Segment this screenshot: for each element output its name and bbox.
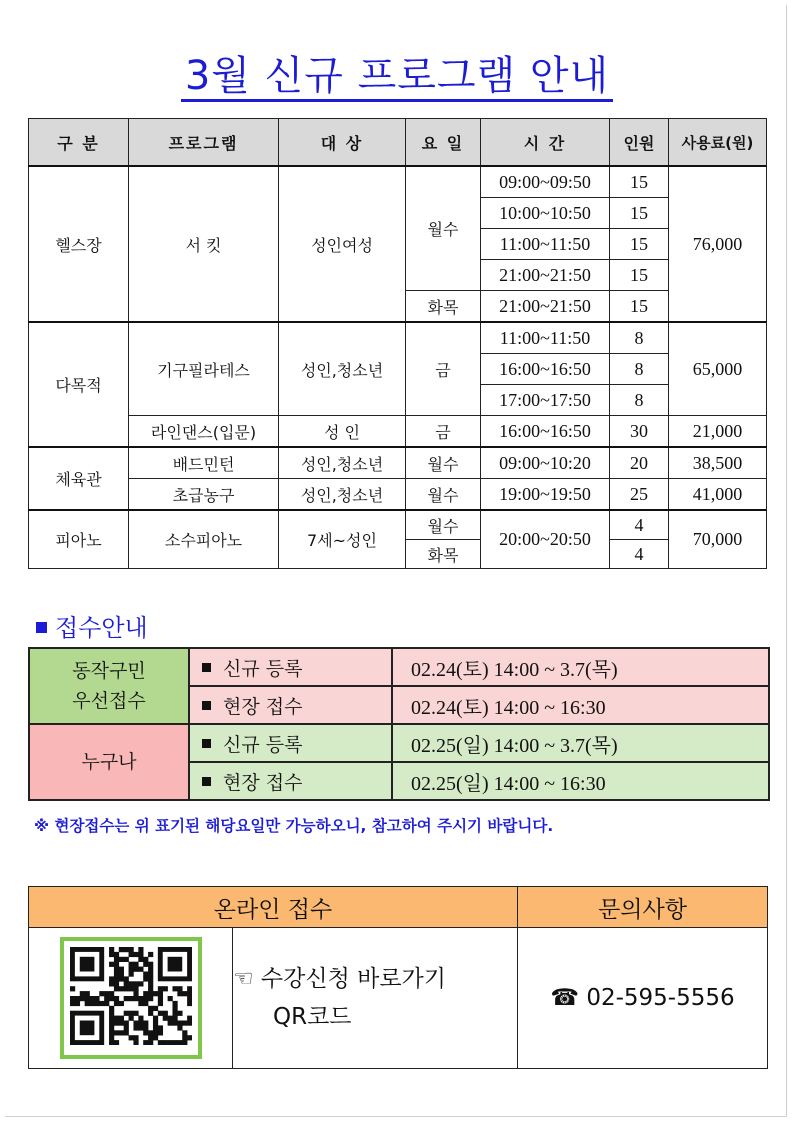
table-header-row — [29, 119, 767, 167]
table-row — [29, 447, 767, 479]
capacity-cell: 15 — [610, 166, 669, 198]
table-row — [29, 479, 767, 511]
capacity-cell: 20 — [610, 447, 669, 479]
registration-period: 02.25(일) 14:00 ~ 3.7(목) — [392, 724, 769, 762]
time-cell: 09:00~10:20 — [481, 447, 610, 479]
fee-cell: 41,000 — [669, 479, 767, 511]
registration-type: 현장 접수 — [189, 686, 392, 724]
registration-heading: 접수안내 — [36, 608, 148, 643]
capacity-cell: 15 — [610, 229, 669, 260]
category-cell: 다목적 — [29, 322, 129, 447]
capacity-cell: 4 — [610, 510, 669, 540]
time-cell: 20:00~20:50 — [481, 510, 610, 569]
day-cell: 화목 — [406, 540, 481, 569]
qr-label-line1: ☜ 수강신청 바로가기 — [233, 966, 446, 992]
header-target: 대 상 — [279, 119, 406, 167]
time-cell: 10:00~10:50 — [481, 198, 610, 229]
fee-cell: 65,000 — [669, 322, 767, 416]
target-cell: 성인,청소년 — [279, 322, 406, 416]
square-bullet-icon — [202, 777, 211, 786]
header-capacity: 인원 — [610, 119, 669, 167]
program-table — [28, 118, 767, 569]
time-cell: 09:00~09:50 — [481, 166, 610, 198]
info-table — [28, 886, 768, 1069]
capacity-cell: 30 — [610, 416, 669, 448]
time-cell: 11:00~11:50 — [481, 322, 610, 354]
registration-row — [29, 648, 769, 686]
time-cell: 16:00~16:50 — [481, 416, 610, 448]
table-row — [29, 166, 767, 198]
capacity-cell: 25 — [610, 479, 669, 511]
table-row — [29, 510, 767, 540]
capacity-cell: 15 — [610, 260, 669, 291]
target-cell: 성인,청소년 — [279, 447, 406, 479]
online-registration-header: 온라인 접수 — [29, 887, 518, 928]
registration-type: 현장 접수 — [189, 762, 392, 800]
square-bullet-icon — [202, 663, 211, 672]
phone-number: ☎ 02-595-5556 — [518, 928, 768, 1069]
category-cell: 피아노 — [29, 510, 129, 569]
fee-cell: 70,000 — [669, 510, 767, 569]
category-cell: 체육관 — [29, 447, 129, 510]
time-cell: 17:00~17:50 — [481, 385, 610, 416]
target-cell: 7세~성인 — [279, 510, 406, 569]
day-cell: 금 — [406, 416, 481, 448]
registration-row — [29, 724, 769, 762]
header-fee: 사용료(원) — [669, 119, 767, 167]
time-cell: 16:00~16:50 — [481, 354, 610, 385]
registration-period: 02.24(토) 14:00 ~ 16:30 — [392, 686, 769, 724]
program-cell: 초급농구 — [129, 479, 279, 511]
category-cell: 헬스장 — [29, 166, 129, 322]
day-cell: 화목 — [406, 291, 481, 323]
day-cell: 월수 — [406, 447, 481, 479]
program-cell: 소수피아노 — [129, 510, 279, 569]
page-title: 3월 신규 프로그램 안내 — [0, 50, 794, 102]
time-cell: 11:00~11:50 — [481, 229, 610, 260]
registration-period: 02.24(토) 14:00 ~ 3.7(목) — [392, 648, 769, 686]
capacity-cell: 15 — [610, 198, 669, 229]
day-cell: 월수 — [406, 510, 481, 540]
target-cell: 성인,청소년 — [279, 479, 406, 511]
registration-type: 신규 등록 — [189, 648, 392, 686]
capacity-cell: 15 — [610, 291, 669, 323]
header-program: 프로그램 — [129, 119, 279, 167]
fee-cell: 38,500 — [669, 447, 767, 479]
header-day: 요 일 — [406, 119, 481, 167]
capacity-cell: 4 — [610, 540, 669, 569]
capacity-cell: 8 — [610, 354, 669, 385]
target-cell: 성 인 — [279, 416, 406, 448]
qr-cell — [29, 928, 233, 1069]
square-bullet-icon — [202, 739, 211, 748]
table-row — [29, 416, 767, 448]
qr-label — [233, 928, 518, 1069]
table-row — [29, 322, 767, 354]
inquiry-header: 문의사항 — [518, 887, 768, 928]
program-cell: 라인댄스(입문) — [129, 416, 279, 448]
capacity-cell: 8 — [610, 322, 669, 354]
everyone-group-cell: 누구나 — [29, 724, 189, 800]
capacity-cell: 8 — [610, 385, 669, 416]
time-cell: 21:00~21:50 — [481, 260, 610, 291]
target-cell: 성인여성 — [279, 166, 406, 322]
qr-frame[interactable] — [60, 937, 202, 1059]
square-bullet-icon — [202, 701, 211, 710]
qr-code-icon[interactable] — [70, 947, 192, 1045]
qr-label-line2: QR코드 — [273, 1004, 352, 1030]
day-cell: 월수 — [406, 479, 481, 511]
registration-note: ※ 현장접수는 위 표기된 해당요일만 가능하오니, 참고하여 주시기 바랍니다. — [34, 817, 554, 835]
header-category: 구 분 — [29, 119, 129, 167]
registration-period: 02.25(일) 14:00 ~ 16:30 — [392, 762, 769, 800]
fee-cell: 21,000 — [669, 416, 767, 448]
registration-type: 신규 등록 — [189, 724, 392, 762]
day-cell: 금 — [406, 322, 481, 416]
day-cell: 월수 — [406, 166, 481, 291]
program-cell: 배드민턴 — [129, 447, 279, 479]
program-cell: 기구필라테스 — [129, 322, 279, 416]
header-time: 시 간 — [481, 119, 610, 167]
resident-group-cell: 동작구민 우선접수 — [29, 648, 189, 724]
square-bullet-icon — [36, 622, 47, 633]
time-cell: 21:00~21:50 — [481, 291, 610, 323]
time-cell: 19:00~19:50 — [481, 479, 610, 511]
registration-table — [28, 647, 770, 801]
fee-cell: 76,000 — [669, 166, 767, 322]
program-cell: 서 킷 — [129, 166, 279, 322]
